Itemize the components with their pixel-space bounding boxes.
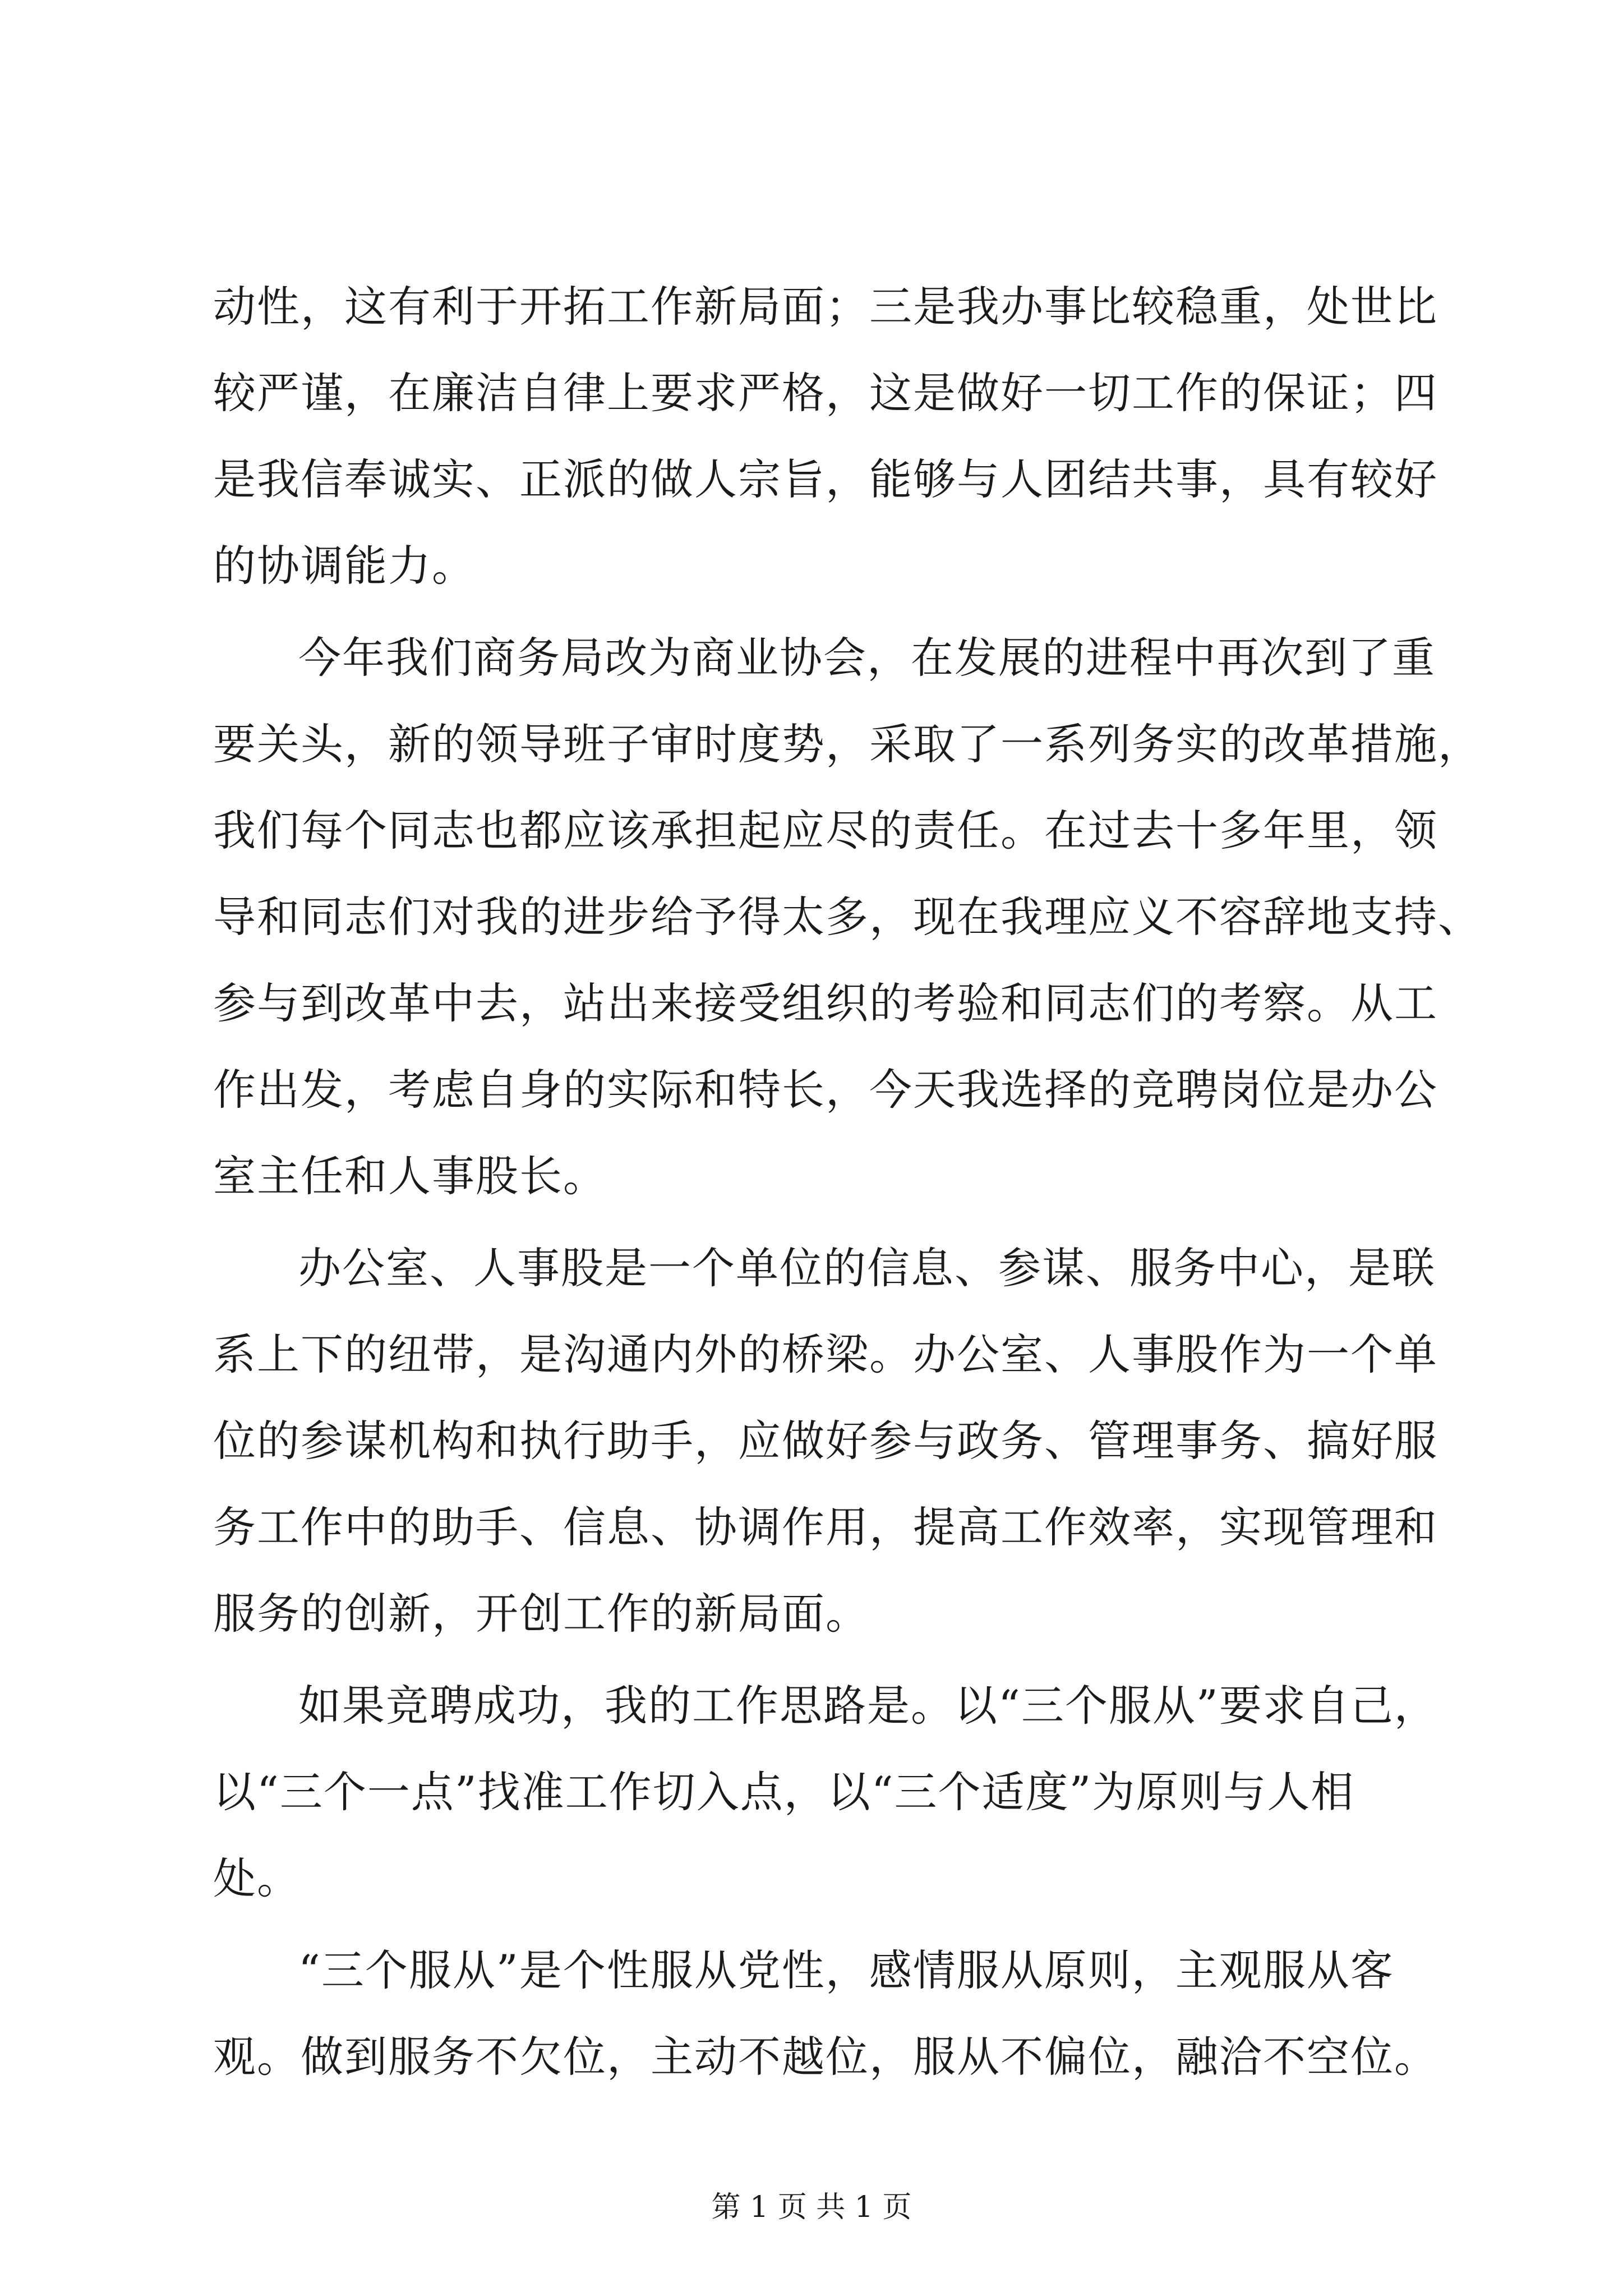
text-line: 观。做到服务不欠位，主动不越位，服从不偏位，融洽不空位。: [213, 2032, 1438, 2082]
text-line: 的协调能力。: [213, 541, 476, 591]
text-line: 如果竞聘成功，我的工作思路是。以“三个服从”要求自己，: [298, 1681, 1438, 1731]
document-body: [213, 264, 1482, 2106]
page-footer: [0, 2188, 1623, 2227]
paragraph-2: [213, 615, 1482, 1220]
text-line: 是我信奉诚实、正派的做人宗旨，能够与人团结共事，具有较好: [213, 454, 1438, 504]
text-line: 办公室、人事股是一个单位的信息、参谋、服务中心，是联: [298, 1243, 1436, 1293]
text-line: 务工作中的助手、信息、协调作用，提高工作效率，实现管理和: [213, 1502, 1438, 1552]
text-line: 服务的创新，开创工作的新局面。: [213, 1589, 869, 1639]
page-number-label: 第 1 页 共 1 页: [711, 2191, 912, 2224]
paragraph-4: [213, 1663, 1438, 1922]
text-line: 参与到改革中去，站出来接受组织的考验和同志们的考察。从工: [213, 978, 1438, 1028]
text-line: 动性，这有利于开拓工作新局面；三是我办事比较稳重，处世比: [213, 282, 1438, 332]
text-line: 系上下的纽带，是沟通内外的桥梁。办公室、人事股作为一个单: [213, 1329, 1438, 1379]
text-line: 较严谨，在廉洁自律上要求严格，这是做好一切工作的保证；四: [213, 368, 1438, 418]
text-line: 作出发，考虑自身的实际和特长，今天我选择的竞聘岗位是办公: [213, 1065, 1438, 1115]
text-line: 位的参谋机构和执行助手，应做好参与政务、管理事务、搞好服: [213, 1416, 1438, 1466]
text-line: 导和同志们对我的进步给予得太多，现在我理应义不容辞地支持、: [213, 892, 1482, 942]
text-line: 我们每个同志也都应该承担起应尽的责任。在过去十多年里，领: [213, 806, 1438, 855]
text-line: 以“三个一点”找准工作切入点，以“三个适度”为原则与人相: [213, 1767, 1355, 1817]
text-line: 要关头，新的领导班子审时度势，采取了一系列务实的改革措施，: [213, 719, 1482, 769]
text-line: 室主任和人事股长。: [213, 1151, 607, 1201]
text-line: “三个服从”是个性服从党性，感情服从原则，主观服从客: [298, 1945, 1394, 1995]
paragraph-1: [213, 264, 1438, 609]
paragraph-5: [213, 1927, 1438, 2100]
text-line: 处。: [213, 1853, 301, 1903]
text-line: 今年我们商务局改为商业协会，在发展的进程中再次到了重: [298, 633, 1436, 683]
paragraph-3: [213, 1225, 1438, 1657]
